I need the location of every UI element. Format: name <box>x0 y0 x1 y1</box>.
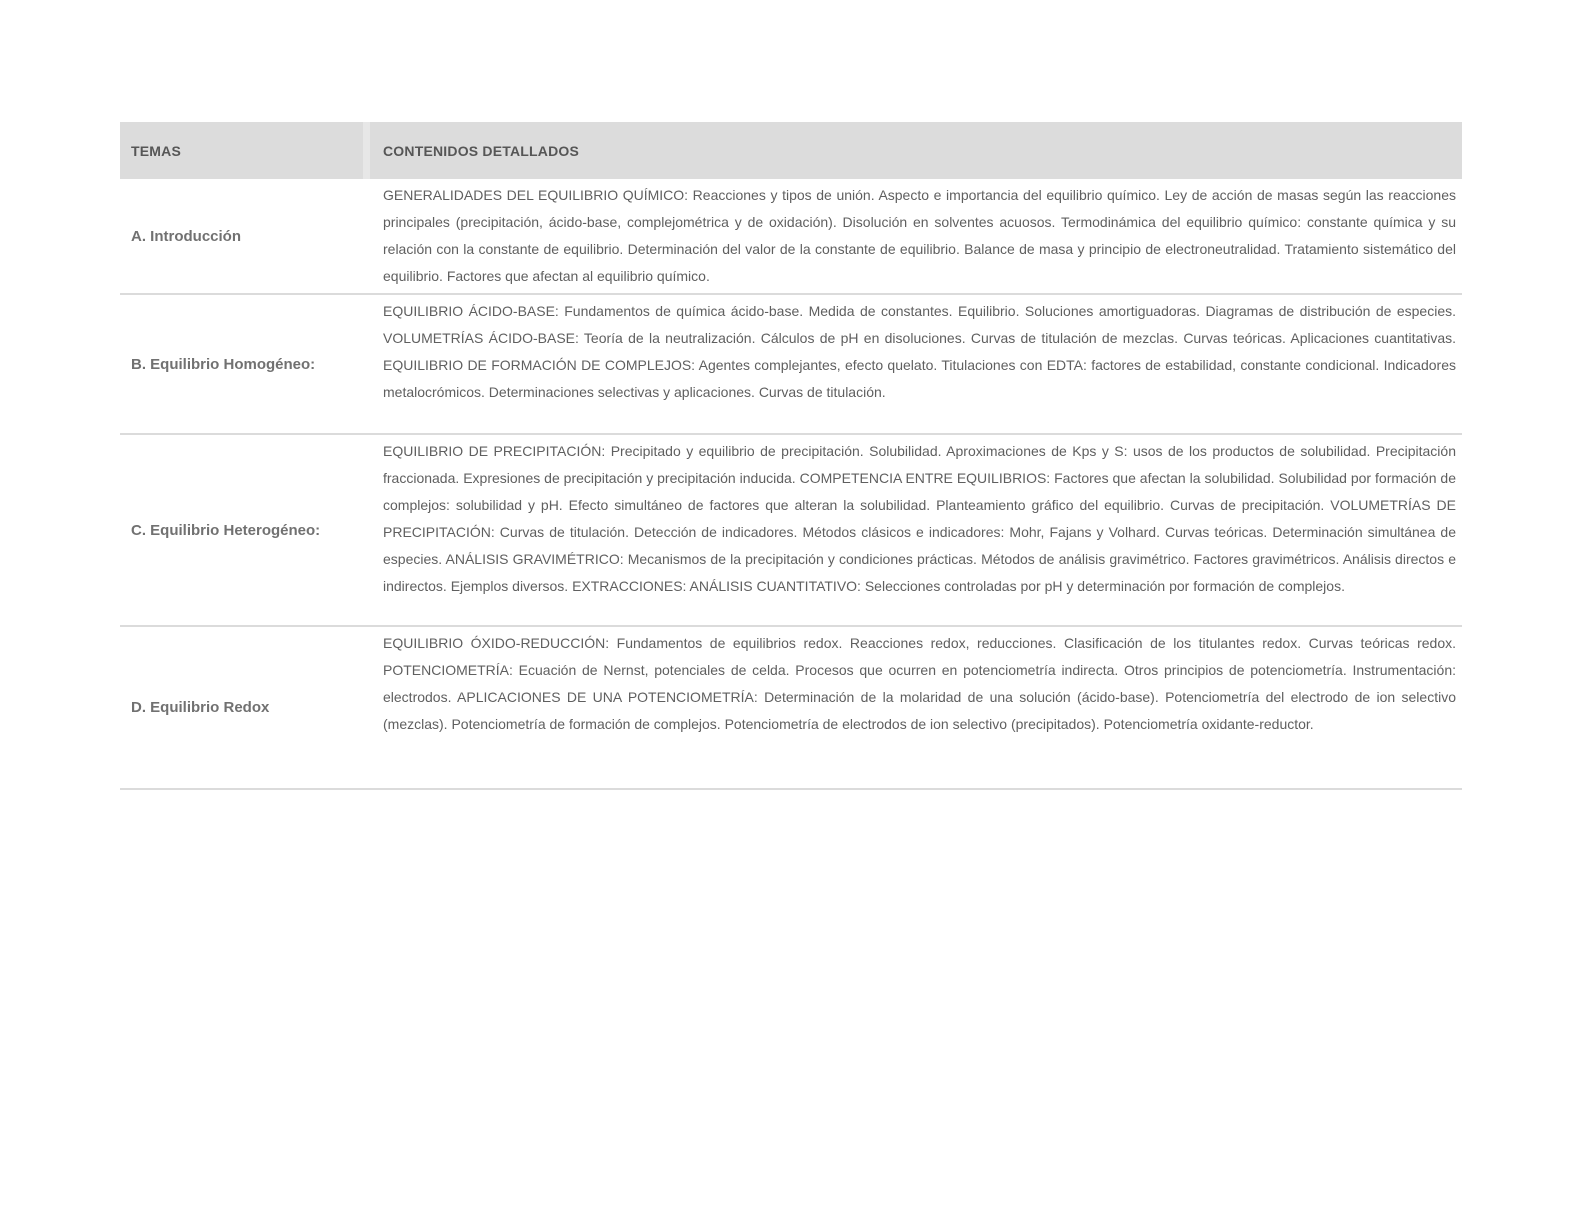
topic-label-b: B. Equilibrio Homogéneo: <box>131 355 316 373</box>
content-cell-c <box>370 435 1462 625</box>
column-divider <box>363 295 370 433</box>
topic-cell-b <box>120 295 363 433</box>
table-header-row <box>120 122 1462 179</box>
column-header-contenidos <box>370 122 1462 179</box>
column-header-temas <box>120 122 363 179</box>
column-header-contenidos-label: CONTENIDOS DETALLADOS <box>383 142 580 159</box>
content-text-d: EQUILIBRIO ÓXIDO-REDUCCIÓN: Fundamentos de equilibrios redox. Reacciones redox, reducciones. Clasificación de los titulantes redox. Curvas teóricas redox. POTENCIOMETRÍA: Ecuación de Nernst, potenciales de celda. Procesos que ocurren en potenciometría indirecta. Otros principios de potenciometría. Instrumentación: electrodos. APLICACIONES DE UNA POTENCIOMETRÍA: Determinación de la molaridad de una solución (ácido-base). Potenciometría del electrodo de ion selectivo (mezclas). Potenciometría de formación de complejos. Potenciometría de electrodos de ion selectivo (precipitados). Potenciometría oxidante-reductor. <box>383 635 1456 732</box>
syllabus-table <box>120 122 1462 790</box>
table-row-c <box>120 435 1462 627</box>
content-text-a: GENERALIDADES DEL EQUILIBRIO QUÍMICO: Reacciones y tipos de unión. Aspecto e importancia del equilibrio químico. Ley de acción de masas según las reacciones principales (precipitación, ácido-base, complejométrica y de oxidación). Disolución en solventes acuosos. Termodinámica del equilibrio químico: constante química y su relación con la constante de equilibrio. Determinación del valor de la constante de equilibrio. Balance de masa y principio de electroneutralidad. Tratamiento sistemático del equilibrio. Factores que afectan al equilibrio químico. <box>383 187 1456 284</box>
column-divider <box>363 179 370 293</box>
topic-label-a: A. Introducción <box>131 227 241 245</box>
topic-cell-d <box>120 627 363 788</box>
column-divider <box>363 627 370 788</box>
column-divider <box>363 122 370 179</box>
column-header-temas-label: TEMAS <box>131 142 181 159</box>
table-row-d <box>120 627 1462 790</box>
content-text-c: EQUILIBRIO DE PRECIPITACIÓN: Precipitado y equilibrio de precipitación. Solubilidad. Aproximaciones de Kps y S: usos de los productos de solubilidad. Precipitación fraccionada. Expresiones de precipitación y precipitación inducida. COMPETENCIA ENTRE EQUILIBRIOS: Factores que afectan la solubilidad. Solubilidad por formación de complejos: solubilidad y pH. Efecto simultáneo de factores que alteran la solubilidad. Planteamiento gráfico del equilibrio. Curvas de precipitación. VOLUMETRÍAS DE PRECIPITACIÓN: Curvas de titulación. Detección de indicadores. Métodos clásicos e indicadores: Mohr, Fajans y Volhard. Curvas teóricas. Determinación simultánea de especies. ANÁLISIS GRAVIMÉTRICO: Mecanismos de la precipitación y condiciones prácticas. Métodos de análisis gravimétrico. Factores gravimétricos. Análisis directos e indirectos. Ejemplos diversos. EXTRACCIONES: ANÁLISIS CUANTITATIVO: Selecciones controladas por pH y determinación por formación de complejos. <box>383 443 1456 594</box>
column-divider <box>363 435 370 625</box>
table-row-b <box>120 295 1462 435</box>
topic-label-d: D. Equilibrio Redox <box>131 699 270 716</box>
content-text-b: EQUILIBRIO ÁCIDO-BASE: Fundamentos de química ácido-base. Medida de constantes. Equilibrio. Soluciones amortiguadoras. Diagramas de distribución de especies. VOLUMETRÍAS ÁCIDO-BASE: Teoría de la neutralización. Cálculos de pH en disoluciones. Curvas de titulación de mezclas. Curvas teóricas. Aplicaciones cuantitativas. EQUILIBRIO DE FORMACIÓN DE COMPLEJOS: Agentes complejantes, efecto quelato. Titulaciones con EDTA: factores de estabilidad, constante condicional. Indicadores metalocrómicos. Determinaciones selectivas y aplicaciones. Curvas de titulación. <box>383 303 1456 400</box>
topic-cell-c <box>120 435 363 625</box>
content-cell-b <box>370 295 1462 433</box>
topic-cell-a <box>120 179 363 293</box>
content-cell-a <box>370 179 1462 293</box>
topic-label-c: C. Equilibrio Heterogéneo: <box>131 521 321 539</box>
table-row-a <box>120 179 1462 295</box>
content-cell-d <box>370 627 1462 788</box>
